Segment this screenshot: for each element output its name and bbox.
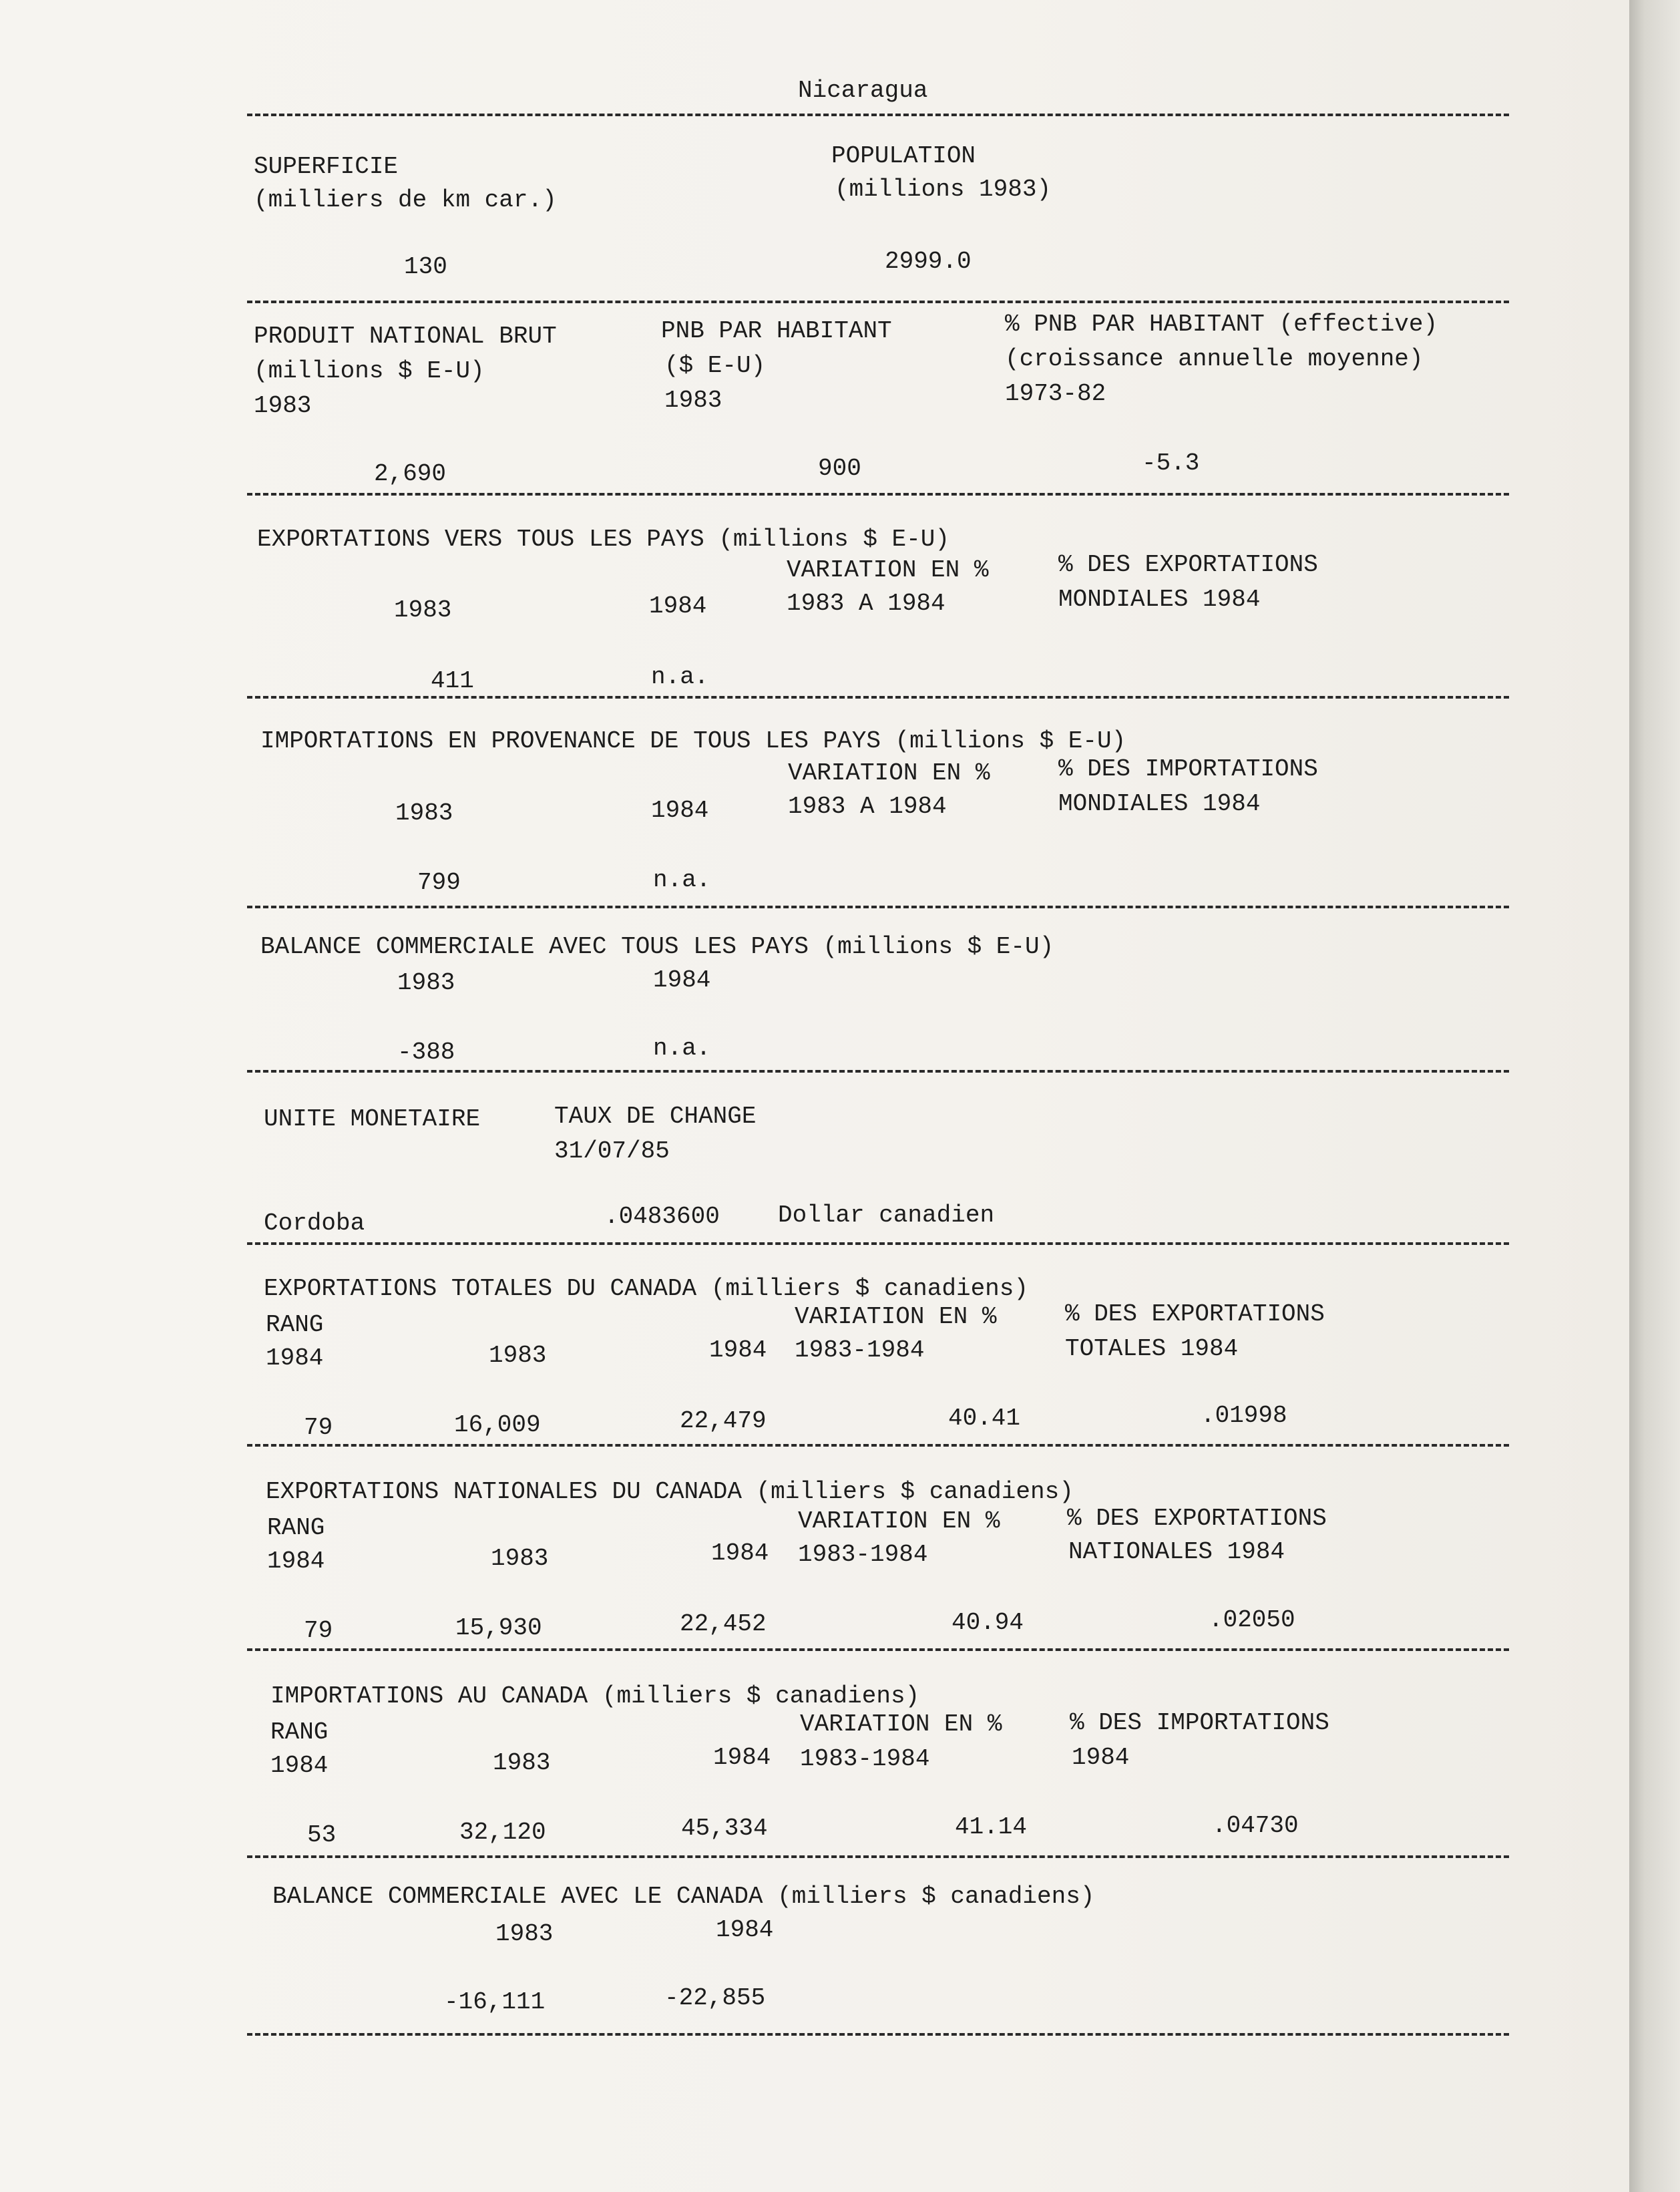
exports-world-year-1984: 1984 [649,592,707,620]
balance-world-value-1983: -388 [397,1039,455,1066]
canada-total-exports-value-1984: 22,479 [680,1407,767,1435]
divider [247,1444,1509,1447]
pnb-growth-label: % PNB PAR HABITANT (effective) [1005,311,1438,338]
exchange-rate-date: 31/07/85 [554,1137,670,1165]
canada-imports-pct-sub: 1984 [1072,1744,1130,1771]
divider [247,1070,1509,1073]
canada-national-exports-var-label: VARIATION EN % [798,1507,1000,1535]
canada-imports-title: IMPORTATIONS AU CANADA (milliers $ canadiens) [270,1682,920,1710]
balance-world-title: BALANCE COMMERCIALE AVEC TOUS LES PAYS (millions $ E-U) [260,933,1054,960]
divider [247,1855,1509,1858]
canada-national-exports-year-1983: 1983 [491,1545,549,1572]
canada-total-exports-var-label: VARIATION EN % [795,1303,997,1330]
imports-world-title: IMPORTATIONS EN PROVENANCE DE TOUS LES PAYS (millions $ E-U) [260,727,1126,755]
canada-imports-rank: 53 [307,1821,337,1849]
pnb-growth-unit: (croissance annuelle moyenne) [1005,345,1424,373]
divider [247,1242,1509,1245]
population-value: 2999.0 [885,248,972,275]
population-label: POPULATION [831,142,976,170]
exports-world-title: EXPORTATIONS VERS TOUS LES PAYS (millions $ E-U) [257,526,950,553]
canada-national-exports-pct-label: % DES EXPORTATIONS [1067,1505,1327,1532]
imports-world-pct-label: % DES IMPORTATIONS [1058,755,1318,783]
balance-world-value-1984: n.a. [653,1035,711,1062]
canada-balance-value-1983: -16,111 [444,1988,546,2016]
canada-national-exports-rank-label: RANG [267,1514,325,1541]
pnb-growth-value: -5.3 [1142,449,1200,477]
canada-total-exports-variation: 40.41 [948,1405,1021,1432]
exchange-rate-label: TAUX DE CHANGE [554,1103,757,1130]
currency-unit-label: UNITE MONETAIRE [264,1105,481,1133]
pnb-year: 1983 [254,392,312,419]
canada-imports-rank-label: RANG [270,1718,329,1746]
canada-balance-year-1984: 1984 [716,1916,774,1944]
canada-total-exports-rank-year: 1984 [266,1344,324,1372]
pnb-per-capita-label: PNB PAR HABITANT [661,317,892,345]
exports-world-var-years: 1983 A 1984 [787,590,946,617]
canada-national-exports-var-years: 1983-1984 [798,1541,928,1568]
divider [247,696,1509,699]
canada-balance-year-1983: 1983 [495,1920,554,1948]
canada-total-exports-var-years: 1983-1984 [795,1336,925,1364]
canada-total-exports-rank-label: RANG [266,1311,324,1338]
pnb-value: 2,690 [374,460,447,488]
imports-world-var-years: 1983 A 1984 [788,793,947,820]
currency-name: Cordoba [264,1210,365,1237]
exports-world-value-1983: 411 [431,667,474,695]
balance-world-year-1983: 1983 [397,969,455,996]
imports-world-value-1984: n.a. [653,866,711,894]
canada-national-exports-title: EXPORTATIONS NATIONALES DU CANADA (milliers $ canadiens) [266,1478,1074,1505]
pnb-per-capita-value: 900 [818,455,861,482]
area-unit: (milliers de km car.) [254,186,557,214]
canada-national-exports-year-1984: 1984 [711,1539,769,1567]
divider [247,301,1509,303]
divider [247,493,1509,496]
pnb-unit: (millions $ E-U) [254,357,485,385]
area-label: SUPERFICIE [254,153,399,180]
canada-total-exports-rank: 79 [304,1414,333,1441]
balance-world-year-1984: 1984 [653,966,711,994]
divider [247,114,1509,116]
divider [247,1648,1509,1651]
imports-world-year-1984: 1984 [651,797,709,824]
canada-total-exports-title: EXPORTATIONS TOTALES DU CANADA (milliers $ canadiens) [264,1275,1028,1302]
exports-world-pct-label: % DES EXPORTATIONS [1058,551,1318,578]
canada-imports-variation: 41.14 [955,1813,1028,1841]
area-value: 130 [404,253,447,281]
canada-national-exports-variation: 40.94 [952,1609,1024,1636]
canada-total-exports-value-1983: 16,009 [454,1411,541,1439]
imports-world-value-1983: 799 [417,869,461,896]
canada-national-exports-value-1983: 15,930 [455,1614,542,1642]
canada-total-exports-pct-label: % DES EXPORTATIONS [1065,1300,1325,1328]
canada-imports-pct-label: % DES IMPORTATIONS [1070,1709,1329,1737]
canada-total-exports-share: .01998 [1201,1402,1287,1429]
exchange-rate-value: .0483600 [604,1203,720,1230]
canada-national-exports-rank: 79 [304,1617,333,1644]
country-title: Nicaragua [798,77,928,104]
canada-national-exports-value-1984: 22,452 [680,1610,767,1638]
canada-imports-share: .04730 [1212,1812,1299,1839]
exports-world-var-label: VARIATION EN % [787,556,989,584]
exports-world-pct-sub: MONDIALES 1984 [1058,586,1261,613]
canada-total-exports-year-1984: 1984 [709,1336,767,1364]
divider [247,2033,1509,2036]
pnb-growth-years: 1973-82 [1005,380,1106,407]
canada-imports-year-1984: 1984 [713,1744,771,1771]
canada-imports-year-1983: 1983 [493,1749,551,1777]
imports-world-pct-sub: MONDIALES 1984 [1058,790,1261,817]
canada-imports-var-label: VARIATION EN % [800,1710,1002,1738]
canada-national-exports-rank-year: 1984 [267,1547,325,1575]
population-unit: (millions 1983) [835,176,1052,203]
canada-national-exports-share: .02050 [1209,1606,1295,1634]
canada-total-exports-pct-sub: TOTALES 1984 [1065,1335,1239,1362]
canada-total-exports-year-1983: 1983 [489,1342,547,1369]
exchange-rate-unit: Dollar canadien [778,1202,995,1229]
canada-balance-value-1984: -22,855 [664,1984,766,2012]
exports-world-year-1983: 1983 [394,596,452,624]
canada-imports-rank-year: 1984 [270,1752,329,1779]
canada-imports-value-1983: 32,120 [459,1819,546,1846]
imports-world-var-label: VARIATION EN % [788,759,990,787]
pnb-label: PRODUIT NATIONAL BRUT [254,323,557,350]
canada-imports-value-1984: 45,334 [681,1815,768,1842]
exports-world-value-1984: n.a. [651,663,709,691]
imports-world-year-1983: 1983 [395,799,453,827]
divider [247,906,1509,908]
page-edge [1629,0,1680,2192]
canada-balance-title: BALANCE COMMERCIALE AVEC LE CANADA (milliers $ canadiens) [272,1883,1095,1910]
pnb-per-capita-unit: ($ E-U) [664,352,766,379]
canada-national-exports-pct-sub: NATIONALES 1984 [1068,1538,1285,1566]
pnb-per-capita-year: 1983 [664,387,722,414]
canada-imports-var-years: 1983-1984 [800,1745,930,1773]
